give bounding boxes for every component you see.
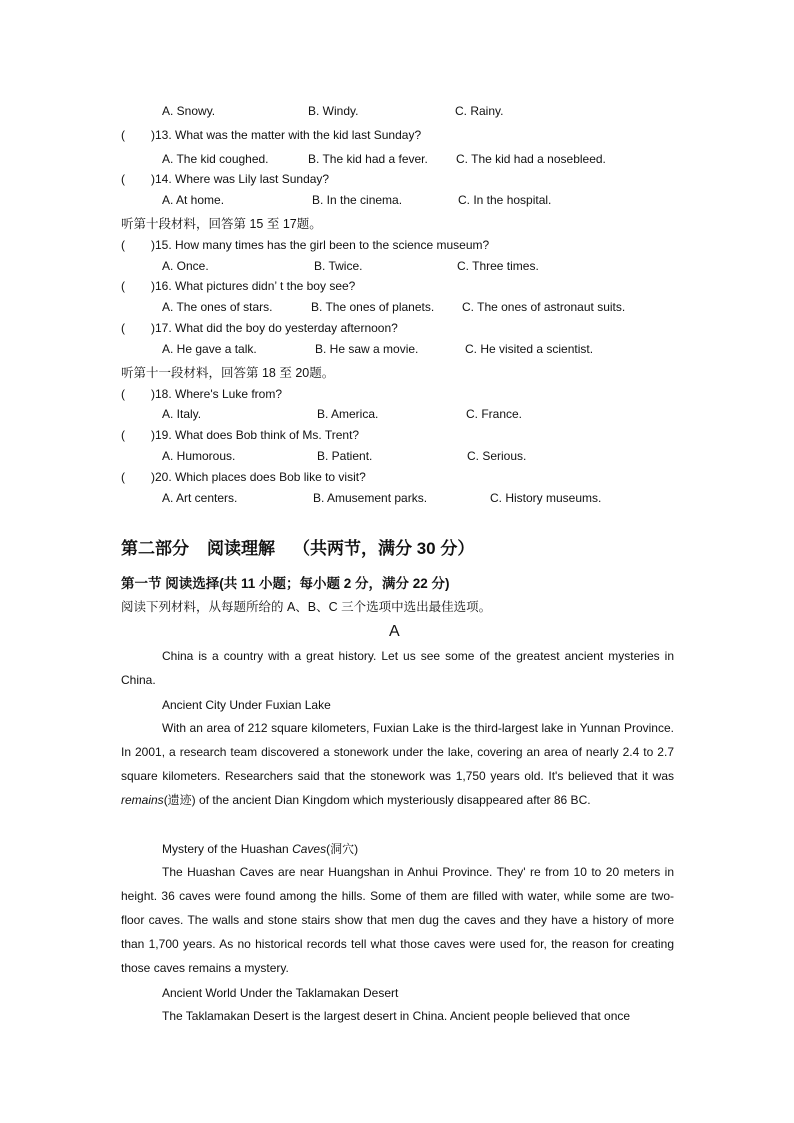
subheading-taklamakan: Ancient World Under the Taklamakan Desert — [162, 986, 399, 1000]
question-18 — [121, 386, 282, 402]
listening-section-10-heading: 听第十段材料，回答第 15 至 17题。 — [121, 217, 322, 231]
q12-option-c: C. Rainy. — [455, 104, 504, 118]
q15-option-c: C. Three times. — [457, 259, 539, 273]
gloss-caves: (洞穴) — [326, 842, 359, 856]
part-2-score: （共两节，满分 30 分） — [293, 539, 475, 558]
answer-blank: ( — [121, 128, 125, 142]
q15-option-a: A. Once. — [162, 259, 209, 273]
q20-option-a: A. Art centers. — [162, 491, 238, 505]
part-2-subtitle: 阅读理解 — [207, 539, 275, 558]
paragraph-huashan-caves: The Huashan Caves are near Huangshan in Anhui Province. They' re from 10 to 20 meters in height. 36 caves were found among the hills. Some of them are filled with water, while some are two-floor caves. The walls and stone stairs show that men dug the caves and they have a history of more than 1,700 years. As no historical records tell what those caves were used for, the reason for creating those caves remains a mystery. — [121, 865, 674, 975]
question-14-text: )14. Where was Lily last Sunday? — [151, 172, 330, 186]
q15-option-b: B. Twice. — [314, 259, 363, 273]
question-20-text: )20. Which places does Bob like to visit? — [151, 470, 366, 484]
answer-blank: ( — [121, 428, 125, 442]
paragraph-fuxian-lake — [121, 716, 674, 812]
paragraph-fuxian-lake-end: of the ancient Dian Kingdom which mysteriously disappeared after 86 BC. — [195, 793, 591, 807]
part-2-heading — [121, 538, 474, 560]
q18-option-c: C. France. — [466, 407, 523, 421]
answer-blank: ( — [121, 172, 125, 186]
q16-option-b: B. The ones of planets. — [311, 300, 435, 314]
q14-option-b: B. In the cinema. — [312, 193, 403, 207]
listening-section-11-heading: 听第十一段材料，回答第 18 至 20题。 — [121, 366, 335, 380]
part-2-title: 第二部分 — [121, 539, 189, 558]
question-15 — [121, 237, 489, 253]
q12-option-a: A. Snowy. — [162, 104, 216, 118]
question-19-text: )19. What does Bob think of Ms. Trent? — [151, 428, 360, 442]
q18-option-a: A. Italy. — [162, 407, 202, 421]
q16-option-a: A. The ones of stars. — [162, 300, 273, 314]
subheading-fuxian-lake: Ancient City Under Fuxian Lake — [162, 698, 331, 712]
q16-option-c: C. The ones of astronaut suits. — [462, 300, 626, 314]
question-16-text: )16. What pictures didn’ t the boy see? — [151, 279, 356, 293]
paragraph-fuxian-lake-text: With an area of 212 square kilometers, Fuxian Lake is the third-largest lake in Yunnan Province. In 2001, a research team discovered a stonework under the lake, covering an area of nearly 2.4 to 2.7 square kilometers. Researchers said that the stonework was 1,750 years old. It's believed that it was — [121, 721, 674, 783]
reading-instructions: 阅读下列材料，从每题所给的 A、B、C 三个选项中选出最佳选项。 — [121, 600, 492, 614]
gloss-remains: (遗迹) — [163, 793, 196, 807]
answer-blank: ( — [121, 387, 125, 401]
q19-option-a: A. Humorous. — [162, 449, 236, 463]
q20-option-b: B. Amusement parks. — [313, 491, 428, 505]
answer-blank: ( — [121, 470, 125, 484]
q19-option-c: C. Serious. — [467, 449, 527, 463]
question-15-text: )15. How many times has the girl been to the science museum? — [151, 238, 490, 252]
answer-blank: ( — [121, 279, 125, 293]
question-14 — [121, 171, 329, 187]
subheading-huashan-caves — [162, 841, 358, 857]
question-13-text: )13. What was the matter with the kid last Sunday? — [151, 128, 422, 142]
passage-intro: China is a country with a great history. Let us see some of the greatest ancient mysteries in China. — [121, 649, 674, 687]
q20-option-c: C. History museums. — [490, 491, 602, 505]
q17-option-b: B. He saw a movie. — [315, 342, 419, 356]
question-17-text: )17. What did the boy do yesterday afternoon? — [151, 321, 398, 335]
q13-option-a: A. The kid coughed. — [162, 152, 269, 166]
q14-option-c: C. In the hospital. — [458, 193, 552, 207]
q18-option-b: B. America. — [317, 407, 379, 421]
answer-blank: ( — [121, 321, 125, 335]
q17-option-a: A. He gave a talk. — [162, 342, 257, 356]
paragraph-taklamakan: The Taklamakan Desert is the largest desert in China. Ancient people believed that once — [162, 1009, 631, 1023]
question-17 — [121, 320, 398, 336]
word-remains: remains — [121, 793, 164, 807]
question-16 — [121, 278, 355, 294]
q17-option-c: C. He visited a scientist. — [465, 342, 594, 356]
q14-option-a: A. At home. — [162, 193, 225, 207]
section-1-heading: 第一节 阅读选择(共 11 小题；每小题 2 分，满分 22 分) — [121, 576, 450, 591]
q13-option-b: B. The kid had a fever. — [308, 152, 428, 166]
question-18-text: )18. Where's Luke from? — [151, 387, 283, 401]
question-13 — [121, 127, 421, 143]
passage-letter: A — [389, 623, 400, 640]
question-20 — [121, 469, 366, 485]
q12-option-b: B. Windy. — [308, 104, 359, 118]
question-19 — [121, 427, 359, 443]
word-caves: Caves — [292, 842, 327, 856]
q13-option-c: C. The kid had a nosebleed. — [456, 152, 606, 166]
subheading-huashan-text: Mystery of the Huashan — [162, 842, 293, 856]
answer-blank: ( — [121, 238, 125, 252]
q19-option-b: B. Patient. — [317, 449, 373, 463]
